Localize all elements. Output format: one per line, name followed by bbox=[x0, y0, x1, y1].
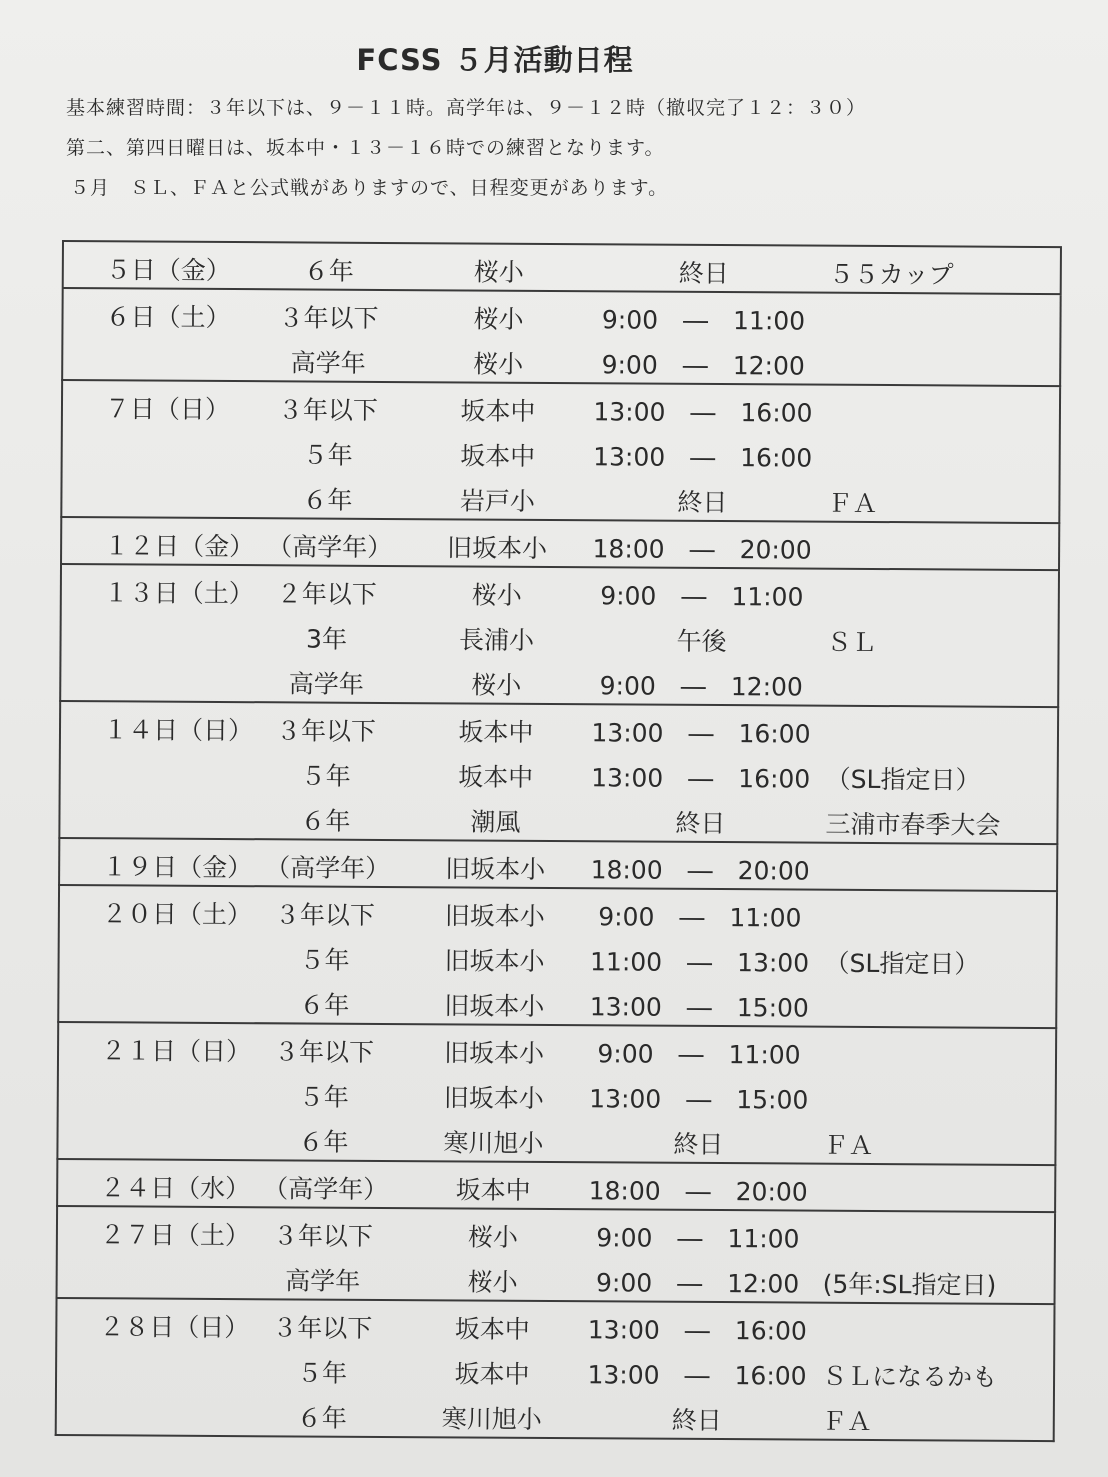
note-cell: ＳＬ bbox=[826, 627, 877, 657]
place-cell: 旧坂本小 bbox=[444, 901, 545, 931]
place-cell: 旧坂本小 bbox=[443, 1083, 544, 1113]
time-cell: 9:00 ― 11:00 bbox=[596, 1223, 800, 1254]
date-cell bbox=[100, 1260, 270, 1261]
time-cell: 終日 bbox=[671, 1405, 722, 1436]
group-cell: ５年 bbox=[300, 761, 351, 791]
time-cell: 終日 bbox=[675, 808, 726, 839]
practice-time-note: 基本練習時間：３年以下は、９－１１時。高学年は、９－１２時（撤収完了１２：３０） bbox=[66, 97, 867, 119]
group-cell: 高学年 bbox=[290, 348, 366, 378]
date-cell bbox=[105, 342, 275, 343]
time-cell: 終日 bbox=[678, 258, 729, 289]
place-cell: 旧坂本小 bbox=[444, 991, 545, 1021]
group-cell: ６年 bbox=[302, 485, 353, 515]
group-cell: （高学年） bbox=[265, 853, 391, 884]
time-cell: 午後 bbox=[676, 626, 727, 657]
date-cell: １３日（土） bbox=[103, 578, 254, 609]
table-row bbox=[64, 242, 1060, 293]
table-row bbox=[59, 976, 1055, 1027]
table-row bbox=[57, 1389, 1053, 1440]
schedule-table bbox=[55, 240, 1062, 1442]
date-cell: １２日（金） bbox=[104, 531, 255, 562]
place-cell: 坂本中 bbox=[460, 396, 536, 426]
time-cell: 13:00 ― 16:00 bbox=[593, 442, 813, 473]
schedule-day-block bbox=[57, 886, 1058, 1029]
time-cell: 9:00 ― 12:00 bbox=[595, 1268, 800, 1299]
note-cell: ＦＡ bbox=[823, 1130, 874, 1160]
schedule-day-block bbox=[62, 240, 1062, 295]
note-cell: （SL指定日） bbox=[824, 948, 980, 979]
time-cell: 終日 bbox=[673, 1129, 724, 1160]
date-cell bbox=[103, 663, 273, 664]
schedule-day-block bbox=[56, 1207, 1057, 1305]
place-cell: 坂本中 bbox=[455, 1175, 531, 1205]
schedule-day-block bbox=[55, 1299, 1056, 1442]
table-row bbox=[60, 931, 1056, 982]
table-row bbox=[62, 518, 1058, 569]
table-row bbox=[63, 334, 1059, 385]
table-row bbox=[58, 1113, 1054, 1164]
group-cell: ６年 bbox=[300, 806, 351, 836]
note-cell: (5年:SL指定日) bbox=[822, 1269, 997, 1300]
group-cell: ５年 bbox=[299, 945, 350, 975]
schedule-day-block bbox=[59, 565, 1060, 708]
date-cell bbox=[105, 434, 275, 435]
table-row bbox=[63, 426, 1059, 477]
group-cell: ５年 bbox=[302, 440, 353, 470]
place-cell: 旧坂本小 bbox=[444, 946, 545, 976]
place-cell: 長浦小 bbox=[458, 625, 535, 655]
table-row bbox=[61, 702, 1057, 753]
place-cell: 坂本中 bbox=[454, 1314, 530, 1344]
place-cell: 坂本中 bbox=[458, 717, 534, 747]
place-cell: 寒川旭小 bbox=[441, 1404, 542, 1434]
date-cell bbox=[105, 479, 275, 480]
time-cell: 18:00 ― 20:00 bbox=[592, 534, 812, 565]
time-cell: 13:00 ― 16:00 bbox=[591, 763, 811, 794]
place-cell: 坂本中 bbox=[460, 441, 536, 471]
place-cell: 寒川旭小 bbox=[443, 1128, 544, 1158]
place-cell: 桜小 bbox=[473, 349, 524, 379]
place-cell: 旧坂本小 bbox=[447, 533, 548, 563]
group-cell: ３年以下 bbox=[272, 1313, 373, 1343]
date-cell bbox=[99, 1352, 269, 1353]
group-cell: ３年以下 bbox=[277, 395, 379, 425]
time-cell: 9:00 ― 12:00 bbox=[601, 350, 805, 381]
group-cell: ６年 bbox=[298, 1127, 349, 1157]
time-cell: 13:00 ― 15:00 bbox=[589, 992, 809, 1023]
place-cell: 坂本中 bbox=[458, 762, 534, 792]
date-cell: ２７日（土） bbox=[99, 1220, 251, 1251]
time-cell: 終日 bbox=[677, 487, 728, 518]
table-row bbox=[61, 747, 1057, 798]
note-cell: 三浦市春季大会 bbox=[825, 809, 1001, 840]
place-cell: 桜小 bbox=[471, 580, 522, 610]
time-cell: 13:00 ― 16:00 bbox=[587, 1360, 807, 1391]
date-cell: １４日（日） bbox=[102, 715, 254, 746]
note-cell: ５５カップ bbox=[828, 259, 954, 290]
note-cell: ＳＬになるかも bbox=[821, 1361, 998, 1392]
place-cell: 潮風 bbox=[470, 807, 521, 837]
note-cell: ＦＡ bbox=[827, 488, 878, 518]
schedule-day-block bbox=[56, 1160, 1056, 1213]
schedule-day-block bbox=[58, 839, 1058, 892]
time-cell: 18:00 ― 20:00 bbox=[588, 1176, 808, 1207]
place-cell: 桜小 bbox=[467, 1222, 519, 1252]
group-cell: ３年以下 bbox=[275, 716, 377, 746]
place-cell: 桜小 bbox=[473, 304, 524, 334]
note-cell: （SL指定日） bbox=[825, 764, 981, 795]
group-cell: 高学年 bbox=[285, 1266, 361, 1296]
time-cell: 11:00 ― 13:00 bbox=[589, 947, 810, 978]
date-cell: ７日（日） bbox=[104, 394, 231, 425]
schedule-day-block bbox=[60, 381, 1061, 524]
time-cell: 13:00 ― 16:00 bbox=[591, 718, 811, 749]
time-cell: 13:00 ― 16:00 bbox=[593, 397, 813, 428]
date-cell bbox=[101, 984, 271, 985]
group-cell: ３年以下 bbox=[278, 303, 379, 333]
group-cell: 3年 bbox=[306, 624, 348, 654]
place-cell: 岩戸小 bbox=[459, 486, 536, 516]
place-cell: 旧坂本小 bbox=[445, 854, 546, 884]
table-row bbox=[61, 655, 1057, 706]
schedule-change-note: ５月 ＳＬ、ＦＡと公式戦がありますので、日程変更があります。 bbox=[70, 177, 669, 199]
place-cell: 桜小 bbox=[467, 1267, 518, 1297]
time-cell: 9:00 ― 11:00 bbox=[601, 305, 806, 336]
table-row bbox=[60, 792, 1056, 843]
table-row bbox=[58, 1252, 1054, 1303]
group-cell: 高学年 bbox=[288, 669, 364, 699]
group-cell: ２年以下 bbox=[276, 579, 377, 609]
table-row bbox=[60, 839, 1056, 890]
date-cell bbox=[104, 618, 274, 619]
group-cell: （高学年） bbox=[263, 1174, 389, 1205]
group-cell: ５年 bbox=[298, 1082, 349, 1112]
time-cell: 13:00 ― 15:00 bbox=[589, 1084, 809, 1115]
group-cell: ６年 bbox=[299, 990, 350, 1020]
table-row bbox=[59, 1023, 1055, 1074]
date-cell: ５日（金） bbox=[105, 255, 231, 286]
group-cell: ３年以下 bbox=[272, 1221, 374, 1251]
time-cell: 9:00 ― 11:00 bbox=[597, 1039, 801, 1070]
place-cell: 旧坂本小 bbox=[443, 1038, 545, 1068]
date-cell: ２８日（日） bbox=[99, 1312, 250, 1343]
date-cell bbox=[103, 755, 273, 756]
table-row bbox=[60, 886, 1056, 937]
time-cell: 13:00 ― 16:00 bbox=[587, 1315, 807, 1346]
page-title: FCSS ５月活動日程 bbox=[356, 43, 634, 77]
table-row bbox=[57, 1299, 1053, 1350]
group-cell: ６年 bbox=[296, 1403, 347, 1433]
time-cell: 9:00 ― 11:00 bbox=[600, 581, 804, 612]
date-cell: １９日（金） bbox=[102, 852, 253, 883]
table-row bbox=[62, 565, 1058, 616]
table-row bbox=[58, 1207, 1054, 1258]
date-cell bbox=[99, 1397, 269, 1398]
date-cell bbox=[101, 1121, 271, 1122]
table-row bbox=[59, 1068, 1055, 1119]
group-cell: ３年以下 bbox=[274, 900, 375, 930]
place-cell: 桜小 bbox=[473, 257, 524, 287]
table-row bbox=[63, 381, 1059, 432]
table-row bbox=[63, 289, 1059, 340]
schedule-day-block bbox=[58, 702, 1059, 845]
group-cell: （高学年） bbox=[267, 532, 393, 563]
note-cell: ＦＡ bbox=[821, 1406, 872, 1436]
place-cell: 桜小 bbox=[471, 670, 522, 700]
place-cell: 坂本中 bbox=[454, 1359, 530, 1389]
sunday-practice-note: 第二、第四日曜日は、坂本中・１３－１６時での練習となります。 bbox=[66, 137, 665, 159]
schedule-day-block bbox=[56, 1023, 1057, 1166]
time-cell: 9:00 ― 12:00 bbox=[599, 671, 803, 702]
date-cell bbox=[102, 939, 272, 940]
table-row bbox=[62, 471, 1058, 522]
group-cell: ３年以下 bbox=[273, 1037, 375, 1067]
time-cell: 18:00 ― 20:00 bbox=[590, 855, 810, 886]
schedule-day-block bbox=[61, 289, 1062, 387]
time-cell: 9:00 ― 11:00 bbox=[598, 902, 802, 933]
group-cell: ６年 bbox=[303, 256, 354, 286]
table-row bbox=[57, 1344, 1053, 1395]
date-cell bbox=[101, 1076, 271, 1077]
table-row bbox=[61, 610, 1057, 661]
date-cell: ２１日（日） bbox=[100, 1036, 252, 1067]
schedule-day-block bbox=[60, 518, 1060, 571]
group-cell: ５年 bbox=[296, 1358, 348, 1388]
date-cell: ６日（土） bbox=[105, 302, 231, 333]
table-row bbox=[58, 1160, 1054, 1211]
date-cell bbox=[103, 800, 273, 801]
date-cell: ２４日（水） bbox=[100, 1173, 251, 1204]
date-cell: ２０日（土） bbox=[101, 899, 252, 930]
